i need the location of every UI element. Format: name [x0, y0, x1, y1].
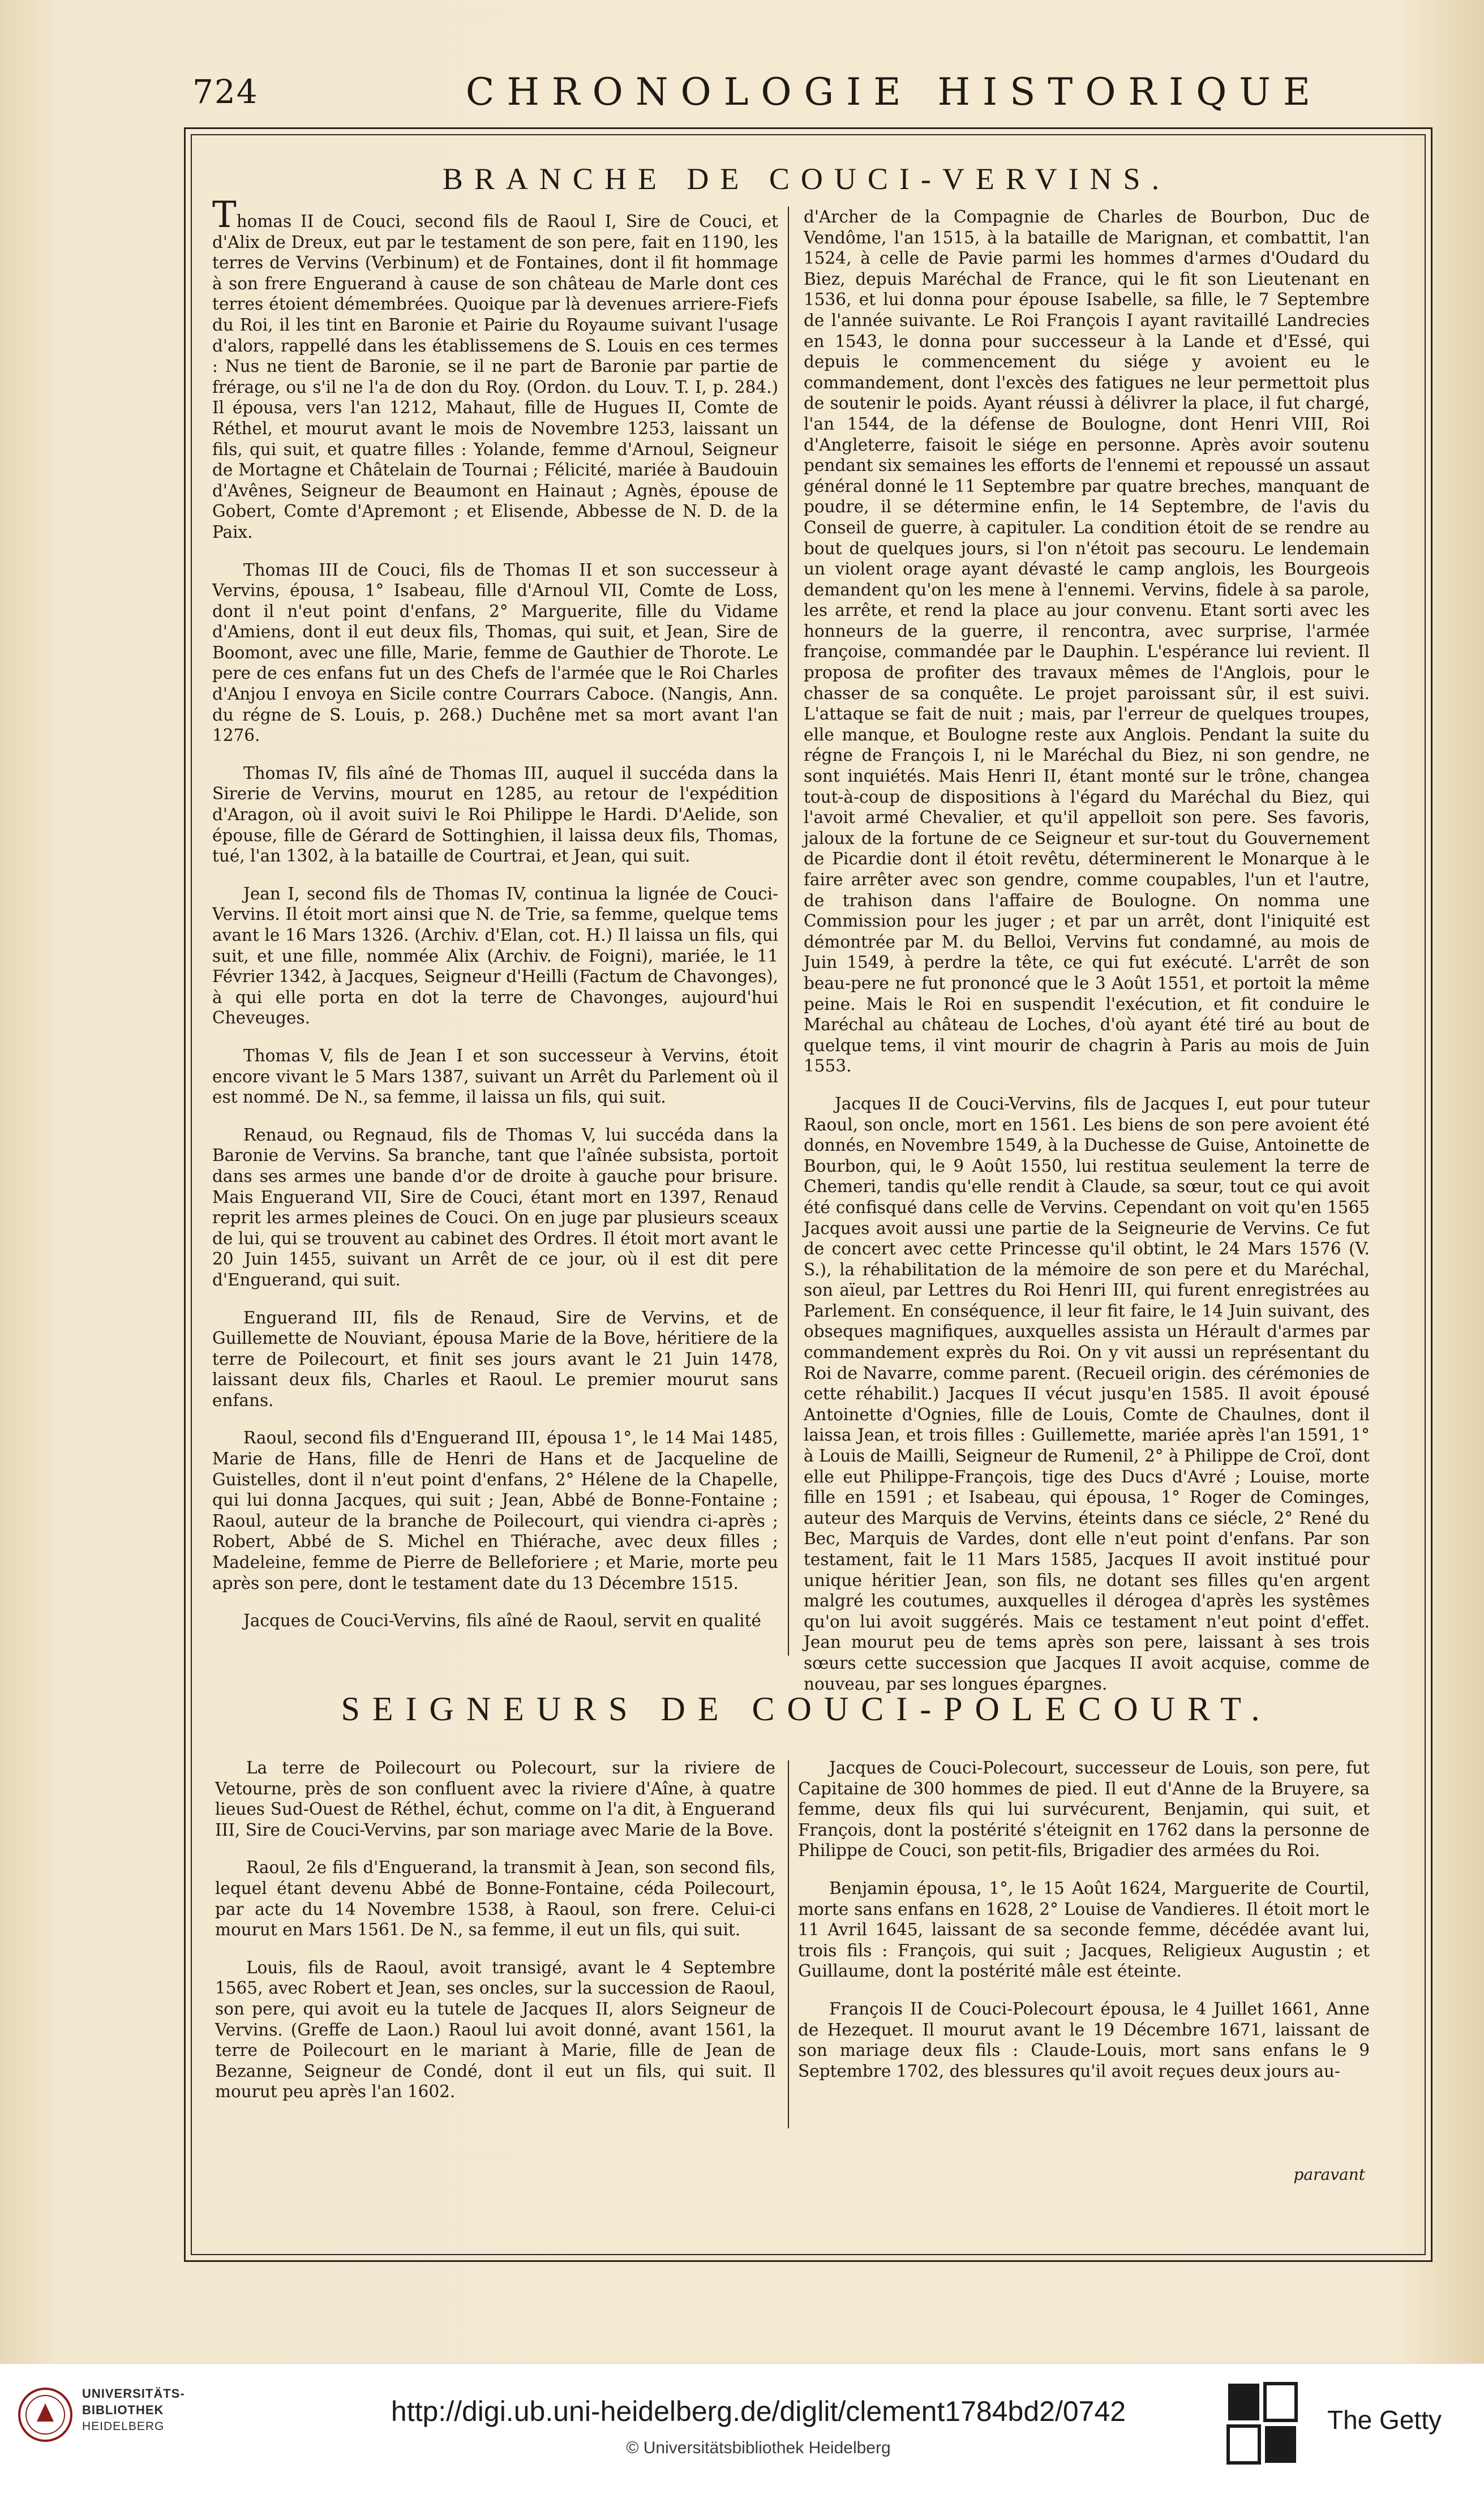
running-title: CHRONOLOGIE HISTORIQUE [465, 70, 1323, 114]
paragraph: Thomas IV, fils aîné de Thomas III, auquel il succéda dans la Sirerie de Vervins, mourut en 1285, au retour de l'expédition d'Aragon, où il avoit suivi le Roi Philippe le Hardi. D'Aelide, son épouse, fille de Gérard de Sottinghien, il laissa deux fils, Thomas, tué, l'an 1302, à la bataille de Courtrai, et Jean, qui suit. [212, 763, 778, 866]
text-column-left [215, 1758, 775, 2119]
getty-label: The Getty [1327, 2405, 1442, 2435]
section-title-couci-polecourt: SEIGNEURS DE COUCI-POLECOURT. [341, 1690, 1272, 1728]
paragraph: Jacques II de Couci-Vervins, fils de Jacques I, eut pour tuteur Raoul, son oncle, mort en 1561. Les biens de son pere avoient été donnés, en Novembre 1549, à la Duchesse de Guise, Antoinette de Bourbon, qui, le 9 Août 1550, lui restitua seulement la terre de Chemeri, tandis qu'elle rendit à Claude, sa sœur, tout ce qui avoit été confisqué dans celle de Vervins. Cependant on voit qu'en 1565 Jacques avoit aussi une partie de la Seigneurie de Vervins. Ce fut de concert avec cette Princesse qu'il obtint, le 24 Mars 1576 (V. S.), la réhabilitation de la mémoire de son pere et du Maréchal, son aïeul, par Lettres du Roi Henri III, qui furent enregistrées au Parlement. En conséquence, il leur fit faire, le 14 Juin suivant, des obseques magnifiques, auxquelles assista un Hérault d'armes par commandement exprès du Roi. On y vit aussi un représentant du Roi de Navarre, comme parent. (Recueil origin. des cérémonies de cette réhabilit.) Jacques II vécut jusqu'en 1585. Il avoit épousé Antoinette d'Ognies, fille de Louis, Comte de Chaulnes, dont il laissa Jean, et trois filles : Guillemette, mariée après l'an 1591, 1° à Louis de Mailli, Seigneur de Rumenil, 2° à Philippe de Croï, dont elle eut Philippe-François, tige des Ducs d'Avré ; Louise, morte fille en 1591 ; et Isabeau, qui épousa, 1° Roger de Cominges, auteur des Marquis de Vervins, éteints dans ce siécle, 2° René du Bec, Marquis de Vardes, dont elle n'eut point d'enfans. Par son testament, fait le 11 Mars 1585, Jacques II avoit institué pour unique héritier Jean, son fils, ne dotant ses filles qu'en argent malgré les coutumes, auxquelles il dérogea d'après les systêmes qu'on lui avoit suggérés. Mais ce testament n'eut point d'effet. Jean mourut peu de tems après son pere, laissant à ses trois sœurs cette succession que Jacques II avoit acquise, comme de nouveau, par ses longues épargnes. [804, 1094, 1370, 1694]
catchword: paravant [1293, 2165, 1365, 2184]
paragraph: Jean I, second fils de Thomas IV, continua la lignée de Couci-Vervins. Il étoit mort ainsi que N. de Trie, sa femme, quelque tems avant le 16 Mars 1326. (Archiv. d'Elan, cot. H.) Il laissa un fils, qui suit, et une fille, nommée Alix (Archiv. de Foigni), mariée, le 11 Février 1342, à Jacques, Seigneur d'Heilli (Factum de Chavonges), à qui elle porta en dot la terre de Chavonges, aujourd'hui Cheveuges. [212, 884, 778, 1028]
text-column-left [212, 194, 778, 1648]
paragraph: Thomas II de Couci, second fils de Raoul I, Sire de Couci, et d'Alix de Dreux, eut par le testament de son pere, fait en 1190, les terres de Vervins (Verbinum) et de Fontaines, dont il fit hommage à son frere Enguerand à cause de son château de Marle dont ces terres étoient démembrées. Quoique par là devenues arriere-Fiefs du Roi, il les tint en Baronie et Pairie du Royaume suivant l'usage d'alors, rappellé dans les établissemens de S. Louis en ces termes : Nus ne tient de Baronie, se il ne part de Baronie par partie de frérage, ou s'il ne l'a de don du Roy. (Ordon. du Louv. T. I, p. 284.) Il épousa, vers l'an 1212, Mahaut, fille de Hugues II, Comte de Réthel, et mourut avant le mois de Novembre 1253, laissant un fils, qui suit, et quatre filles : Yolande, femme d'Arnoul, Seigneur de Mortagne et Châtelain de Tournai ; Félicité, mariée à Baudouin d'Avênes, Seigneur de Beaumont en Hainaut ; Agnès, épouse de Gobert, Comte d'Apremont ; et Elisende, Abbesse de N. D. de la Paix. [212, 194, 778, 542]
text-column-right [804, 207, 1370, 1711]
paragraph: Raoul, second fils d'Enguerand III, épousa 1°, le 14 Mai 1485, Marie de Hans, fille de Henri de Hans et de Jacqueline de Guistelles, dont il n'eut point d'enfans, 2° Hélene de la Chapelle, qui lui donna Jacques, qui suit ; Jean, Abbé de Bonne-Fontaine ; Raoul, auteur de la branche de Poilecourt, qui viendra ci-après ; Robert, Abbé de S. Michel en Thiérache, avec deux filles ; Madeleine, femme de Pierre de Belleforiere ; et Marie, morte peu après son pere, dont le testament date du 13 Décembre 1515. [212, 1428, 778, 1593]
paragraph: Enguerand III, fils de Renaud, Sire de Vervins, et de Guillemette de Nouviant, épousa Marie de la Bove, héritiere de la terre de Poilecourt, et finit ses jours avant le 21 Juin 1478, laissant deux fils, Charles et Raoul. Le premier mourut sans enfans. [212, 1308, 778, 1410]
column-divider [788, 1760, 789, 2128]
library-name [82, 2385, 185, 2435]
library-name-line: HEIDELBERG [82, 2420, 165, 2433]
text-column-right [798, 1758, 1370, 2098]
paragraph: Jacques de Couci-Polecourt, successeur de Louis, son pere, fut Capitaine de 300 hommes de pied. Il eut d'Anne de la Bruyere, sa femme, deux fils qui lui survécurent, Benjamin, qui suit, et François, dont la postérité s'éteignit en 1762 dans la personne de Philippe de Couci, son petit-fils, Brigadier des armées du Roi. [798, 1758, 1370, 1861]
permalink[interactable]: http://digi.ub.uni-heidelberg.de/diglit/clement1784bd2/0742 [391, 2396, 1126, 2427]
paragraph: Thomas V, fils de Jean I et son successeur à Vervins, étoit encore vivant le 5 Mars 1387, suivant un Arrêt du Parlement où il est nommé. De N., sa femme, il laissa un fils, qui suit. [212, 1045, 778, 1107]
university-seal-icon [17, 2386, 74, 2443]
paragraph: Jacques de Couci-Vervins, fils aîné de Raoul, servit en qualité [243, 1611, 761, 1631]
paragraph: Thomas III de Couci, fils de Thomas II et son successeur à Vervins, épousa, 1° Isabeau, fille d'Arnoul VII, Comte de Loss, dont il n'eut point d'enfans, 2° Marguerite, fille du Vidame d'Amiens, dont il eut deux fils, Thomas, qui suit, et Jean, Sire de Boomont, avec une fille, Marie, femme de Gauthier de Thorote. Le pere de ces enfans fut un des Chefs de l'armée que le Roi Charles d'Anjou I envoya en Sicile contre Courrars Caboce. (Nangis, Ann. du régne de S. Louis, p. 268.) Duchêne met sa mort avant l'an 1276. [212, 560, 778, 745]
library-name-line: BIBLIOTHEK [82, 2403, 164, 2417]
column-divider [788, 207, 789, 1656]
library-name-line: UNIVERSITÄTS- [82, 2386, 185, 2401]
paragraph: Renaud, ou Regnaud, fils de Thomas V, lui succéda dans la Baronie de Vervins. Sa branche, tant que l'aînée subsista, portoit dans ses armes une bande d'or de droite à gauche pour brisure. Mais Enguerand VII, Sire de Couci, étant mort en 1397, Renaud reprit les armes pleines de Couci. On en juge par plusieurs sceaux de lui, qui se trouvent au cabinet des Ordres. Il étoit mort avant le 20 Juin 1455, suivant un Arrêt de ce jour, où il est dit pere d'Enguerand, qui suit. [212, 1125, 778, 1289]
section-title-couci-vervins: BRANCHE DE COUCI-VERVINS. [442, 162, 1171, 196]
paragraph: Louis, fils de Raoul, avoit transigé, avant le 4 Septembre 1565, avec Robert et Jean, ses oncles, sur la succession de Raoul, son pere, qui avoit eu la tutele de Jacques II, alors Seigneur de Vervins. (Greffe de Laon.) Raoul lui avoit donné, avant 1561, la terre de Poilecourt en le mariant à Marie, fille de Jean de Bezanne, Seigneur de Condé, dont il eut un fils, qui suit. Il mourut peu après l'an 1602. [215, 1957, 775, 2102]
paragraph: La terre de Poilecourt ou Polecourt, sur la riviere de Vetourne, près de son confluent avec la riviere d'Aîne, à quatre lieues Sud-Ouest de Réthel, échut, comme on l'a dit, à Enguerand III, Sire de Couci-Vervins, par son mariage avec Marie de la Bove. [215, 1758, 775, 1840]
running-head [192, 68, 1426, 130]
paragraph: Benjamin épousa, 1°, le 15 Août 1624, Marguerite de Courtil, morte sans enfans en 1628, 2° Louise de Vandieres. Il étoit mort le 11 Avril 1645, laissant de sa seconde femme, décédée avant lui, trois fils : François, qui suit ; Jacques, Religieux Augustin ; et Guillaume, dont la postérité mâle est éteinte. [798, 1878, 1370, 1981]
paragraph: Raoul, 2e fils d'Enguerand, la transmit à Jean, son second fils, lequel étant devenu Abbé de Bonne-Fontaine, céda Poilecourt, par acte du 14 Novembre 1538, à Raoul, son frere. Celui-ci mourut en Mars 1561. De N., sa femme, il eut un fils, qui suit. [215, 1858, 775, 1940]
paragraph: d'Archer de la Compagnie de Charles de Bourbon, Duc de Vendôme, l'an 1515, à la bataille de Marignan, et combattit, l'an 1524, à celle de Pavie parmi les hommes d'armes d'Oudard du Biez, depuis Maréchal de France, qui le fit son Lieutenant en 1536, et lui donna pour épouse Isabelle, sa fille, le 7 Septembre de l'année suivante. Le Roi François I ayant ravitaillé Landrecies en 1543, le donna pour successeur à la Lande et d'Essé, qui depuis le commencement du siége y avoient eu le commandement, dont l'excès des fatigues ne leur permettoit plus de soutenir le poids. Ayant réussi à délivrer la place, il fut chargé, l'an 1544, de la défense de Boulogne, dont Henri VIII, Roi d'Angleterre, faisoit le siége en personne. Après avoir soutenu pendant six semaines les efforts de l'ennemi et repoussé un assaut général donné le 11 Septembre par quatre breches, manquant de poudre, il se détermine enfin, le 14 Septembre, de l'avis du Conseil de guerre, à capituler. La condition étoit de se rendre au bout de quelques jours, si l'on n'étoit pas secouru. Le lendemain un violent orage ayant dévasté le camp anglois, les Bourgeois demandent qu'on les mene à l'ennemi. Vervins, fidele à sa parole, les arrête, et rend la place au jour convenu. Etant sorti avec les honneurs de la guerre, il rencontra, avec surprise, l'armée françoise, commandée par le Dauphin. L'espérance lui revient. Il proposa de profiter des travaux mêmes de l'Anglois, pour le chasser de sa conquête. Le projet paroissant sûr, il est suivi. L'attaque se fait de nuit ; mais, par l'erreur de quelques troupes, elle manque, et Boulogne reste aux Anglois. Pendant la suite du régne de François I, ni le Maréchal du Biez, ni son gendre, ne sont inquiétés. Mais Henri II, étant monté sur le trône, changea tout-à-coup de dispositions à l'égard du Maréchal du Biez, qui l'avoit armé Chevalier, et qu'il appelloit son pere. Ses favoris, jaloux de la fortune de ce Seigneur et sur-tout du Gouvernement de Picardie dont il étoit revêtu, déterminerent le Monarque à le faire arrêter avec son gendre, comme coupables, l'un et l'autre, de trahison dans l'affaire de Boulogne. On nomma une Commission pour les juger ; et par un arrêt, dont l'iniquité est démontrée par M. du Belloi, Vervins fut condamné, au mois de Juin 1549, à perdre la tête, ce qui fut exécuté. L'arrêt de son beau-pere ne fut prononcé que le 3 Août 1551, et portoit la même peine. Mais le Roi en suspendit l'exécution, et fit conduire le Maréchal au château de Loches, d'où ayant été tiré au bout de quelque tems, il vint mourir de chagrin à Paris au mois de Juin 1553. [804, 207, 1370, 1076]
page-number: 724 [192, 72, 259, 111]
paragraph: François II de Couci-Polecourt épousa, le 4 Juillet 1661, Anne de Hezequet. Il mourut avant le 19 Décembre 1671, laissant de son mariage deux fils : Claude-Louis, mort sans enfans le 9 Septembre 1702, des blessures qu'il avoit reçues deux jours au- [798, 1999, 1370, 2081]
getty-logo-icon [1223, 2378, 1302, 2469]
copyright-notice: © Universitätsbibliothek Heidelberg [626, 2439, 891, 2457]
viewer-footer [0, 2363, 1484, 2494]
